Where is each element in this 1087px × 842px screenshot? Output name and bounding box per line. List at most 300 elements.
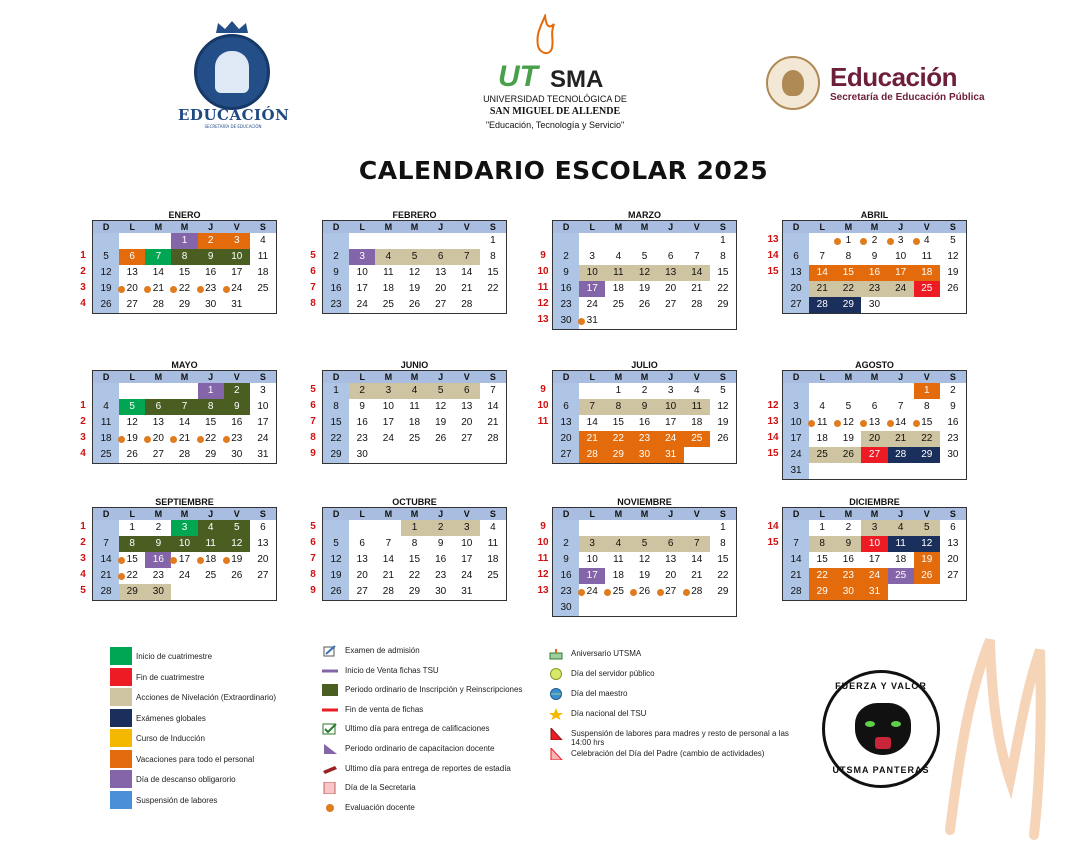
day-cell: 26: [323, 584, 349, 600]
weekday-label: V: [463, 509, 470, 519]
weekday-label: S: [949, 509, 956, 519]
week-number: 5: [80, 585, 86, 596]
day-cell: 31: [461, 586, 473, 597]
day-cell: [658, 313, 684, 329]
weekday-label: L: [359, 222, 365, 232]
day-cell: 11: [257, 251, 269, 262]
day-cell: 5: [845, 401, 852, 412]
week-row: [323, 399, 506, 415]
week-number: 11: [537, 416, 549, 427]
day-cell: 12: [126, 417, 138, 428]
day-cell: 2: [553, 536, 579, 552]
day-cell: 5: [323, 536, 349, 552]
weekday-label: M: [640, 222, 649, 232]
day-cell: 17: [382, 417, 394, 428]
day-cell: 28: [888, 447, 914, 463]
weekday-label: M: [640, 509, 649, 519]
week-number: 5: [310, 384, 316, 395]
day-cell: 15: [323, 415, 349, 431]
weekday-label: D: [562, 372, 570, 382]
day-cell: 4: [605, 536, 631, 552]
month-grid: [92, 507, 277, 601]
day-cell: 19: [717, 417, 729, 428]
weekday-label: V: [693, 222, 700, 232]
day-cell: 11: [921, 251, 932, 262]
month-title: NOVIEMBRE: [617, 497, 672, 507]
day-cell: [631, 233, 657, 249]
day-cell: 28: [487, 433, 499, 444]
week-row: [553, 399, 736, 415]
day-cell: 23: [356, 433, 368, 444]
day-cell: 10: [461, 538, 473, 549]
day-cell: 21: [382, 570, 394, 581]
week-row: [783, 584, 966, 600]
day-cell: 18: [487, 554, 499, 565]
weekday-label: L: [819, 509, 825, 519]
day-cell: 2: [349, 383, 375, 399]
day-cell: 19: [947, 267, 959, 278]
week-number: 6: [310, 266, 316, 277]
weekday-label: S: [259, 372, 266, 382]
day-cell: 24: [783, 447, 809, 463]
week-number: 2: [80, 537, 86, 548]
day-cell: 14: [487, 401, 499, 412]
week-row: [93, 431, 276, 447]
day-cell: 1: [323, 383, 349, 399]
day-cell: 10: [579, 265, 605, 281]
guanajuato-education-logo: [178, 20, 288, 130]
legend-label: Ultimo día para entrega de reportes de estadía: [345, 763, 511, 773]
day-cell: [684, 233, 710, 249]
day-cell: 19: [224, 552, 250, 568]
day-cell: 16: [553, 281, 579, 297]
day-cell: [171, 383, 197, 399]
day-cell: [658, 233, 684, 249]
day-cell: 28: [382, 586, 394, 597]
day-cell: 17: [579, 281, 605, 297]
day-cell: 24: [861, 568, 887, 584]
day-cell: 26: [231, 570, 243, 581]
week-number: 1: [80, 400, 86, 411]
week-number: 12: [537, 298, 549, 309]
day-cell: 5: [428, 383, 454, 399]
day-cell: 13: [783, 265, 809, 281]
day-cell: 5: [401, 249, 427, 265]
day-cell: 7: [897, 401, 904, 412]
day-cell: [250, 297, 276, 313]
day-cell: [428, 233, 454, 249]
day-cell: 18: [93, 431, 119, 447]
day-cell: 21: [809, 281, 835, 297]
globe-icon: [548, 688, 564, 700]
legend-label: Inicio de Venta fichas TSU: [345, 665, 439, 675]
day-cell: [480, 584, 506, 600]
day-cell: 20: [665, 283, 677, 294]
day-cell: 7: [454, 249, 480, 265]
day-cell: [809, 383, 835, 399]
panther-mascot-logo: [822, 670, 940, 788]
week-number: 4: [80, 448, 86, 459]
flame-icon: [532, 14, 558, 60]
week-row: [93, 584, 276, 600]
day-cell: 20: [145, 431, 171, 447]
day-cell: 20: [461, 417, 473, 428]
weekday-label: S: [259, 509, 266, 519]
week-number: 10: [537, 537, 549, 548]
day-cell: 27: [461, 433, 473, 444]
weekday-label: V: [233, 372, 240, 382]
day-cell: 27: [435, 299, 447, 310]
weekday-label: J: [668, 222, 674, 232]
day-cell: 23: [947, 433, 959, 444]
day-cell: [579, 600, 605, 616]
week-row: [553, 600, 736, 616]
day-cell: 16: [638, 417, 651, 428]
legend-swatch: [110, 668, 132, 686]
day-cell: 29: [119, 584, 145, 600]
day-cell: 25: [408, 433, 421, 444]
day-cell: [579, 520, 605, 536]
legend-label: Fin de cuatrimestre: [136, 672, 205, 682]
day-cell: 27: [665, 299, 677, 310]
day-cell: 23: [553, 297, 579, 313]
week-number: 9: [540, 384, 546, 395]
day-cell: 26: [435, 433, 447, 444]
week-row: [553, 383, 736, 399]
weekday-label: V: [693, 509, 700, 519]
pencil-paper-icon: [322, 645, 338, 657]
weekday-header: [553, 221, 736, 233]
weekday-header: [323, 221, 506, 233]
day-cell: 21: [691, 283, 703, 294]
week-number: 6: [310, 537, 316, 548]
day-cell: 10: [382, 401, 394, 412]
panther-eye-icon: [865, 721, 875, 727]
day-cell: 31: [861, 584, 887, 600]
day-cell: 7: [490, 385, 496, 396]
week-number: 4: [80, 569, 86, 580]
day-cell: 15: [178, 267, 191, 278]
week-number: 7: [310, 416, 316, 427]
day-cell: 22: [605, 431, 631, 447]
week-row: [783, 447, 966, 463]
day-cell: 27: [356, 586, 368, 597]
day-cell: 16: [205, 267, 217, 278]
day-cell: 27: [861, 447, 887, 463]
day-cell: 16: [231, 417, 243, 428]
week-row: [93, 383, 276, 399]
weekday-label: M: [180, 372, 189, 382]
legend-swatch: [110, 709, 132, 727]
weekday-label: M: [154, 372, 163, 382]
week-row: [323, 536, 506, 552]
week-row: [93, 415, 276, 431]
day-cell: 17: [868, 554, 881, 565]
day-cell: 1: [720, 522, 726, 533]
day-cell: 11: [198, 536, 224, 552]
week-number: 15: [767, 266, 779, 277]
day-cell: 10: [171, 536, 197, 552]
weekday-label: M: [384, 222, 393, 232]
weekday-label: M: [410, 222, 419, 232]
day-cell: 29: [914, 447, 940, 463]
day-cell: 9: [323, 265, 349, 281]
day-cell: 4: [490, 522, 496, 533]
day-cell: 23: [323, 297, 349, 313]
month-title: OCTUBRE: [392, 497, 437, 507]
day-cell: 13: [257, 538, 269, 549]
day-cell: 25: [382, 299, 394, 310]
day-cell: 18: [612, 283, 624, 294]
day-cell: 2: [155, 522, 162, 533]
day-cell: 10: [861, 536, 887, 552]
day-cell: [658, 600, 684, 616]
week-row: [323, 520, 506, 536]
week-number: 5: [310, 250, 316, 261]
day-cell: 12: [914, 536, 940, 552]
day-cell: 30: [631, 447, 657, 463]
day-cell: [940, 584, 966, 600]
day-cell: [323, 233, 349, 249]
week-number: 7: [310, 553, 316, 564]
day-cell: 9: [553, 265, 579, 281]
day-cell: 14: [382, 554, 394, 565]
day-cell: 24: [461, 570, 473, 581]
month-title: DICIEMBRE: [849, 497, 900, 507]
day-cell: [684, 520, 710, 536]
star-icon: [548, 708, 564, 720]
day-cell: 5: [720, 385, 726, 396]
right-logo-subtitle: Secretaría de Educación Pública: [830, 92, 985, 103]
day-cell: 1: [129, 522, 135, 533]
day-cell: 9: [224, 399, 250, 415]
week-row: [783, 520, 966, 536]
weekday-label: M: [410, 509, 419, 519]
day-cell: 7: [145, 249, 171, 265]
day-cell: 10: [356, 267, 368, 278]
weekday-label: D: [792, 372, 800, 382]
day-cell: 8: [845, 251, 852, 262]
day-cell: 1: [171, 233, 197, 249]
month-title: ENERO: [168, 210, 201, 220]
day-cell: [605, 520, 631, 536]
weekday-label: J: [438, 222, 444, 232]
day-cell: 25: [605, 584, 631, 600]
day-cell: 6: [950, 522, 956, 533]
day-cell: 5: [93, 249, 119, 265]
legend-label: Suspensión de labores para madres y resto de personal a las 14:00 hrs: [571, 729, 789, 747]
day-cell: 31: [783, 463, 809, 479]
weekday-label: V: [233, 509, 240, 519]
month-grid: [782, 370, 967, 480]
day-cell: 28: [93, 584, 119, 600]
day-cell: 25: [888, 568, 914, 584]
day-cell: 1: [835, 233, 861, 249]
pink-note-icon: [322, 782, 338, 794]
day-cell: 24: [224, 281, 250, 297]
day-cell: 12: [947, 251, 959, 262]
weekday-label: V: [923, 509, 930, 519]
weekday-label: M: [154, 509, 163, 519]
day-cell: 26: [93, 297, 119, 313]
day-cell: [145, 233, 171, 249]
day-cell: [783, 383, 809, 399]
day-cell: 16: [323, 281, 349, 297]
day-cell: [940, 297, 966, 313]
day-cell: 16: [145, 552, 171, 568]
day-cell: 22: [717, 570, 729, 581]
day-cell: 8: [605, 399, 631, 415]
day-cell: 17: [888, 265, 914, 281]
day-cell: 11: [613, 554, 624, 565]
day-cell: [684, 600, 710, 616]
legend-label: Curso de Inducción: [136, 734, 205, 743]
day-cell: 2: [224, 383, 250, 399]
week-row: [93, 568, 276, 584]
day-cell: 8: [720, 538, 726, 549]
day-cell: 6: [871, 401, 878, 412]
day-cell: 18: [257, 267, 269, 278]
legend-label: Aniversario UTSMA: [571, 649, 642, 658]
week-row: [93, 536, 276, 552]
day-cell: 15: [205, 417, 217, 428]
day-cell: [401, 447, 427, 463]
day-cell: 7: [783, 536, 809, 552]
week-number: 10: [537, 400, 549, 411]
day-cell: [710, 447, 736, 463]
day-cell: 23: [152, 570, 164, 581]
book-icon: [322, 763, 338, 775]
week-number: 3: [80, 282, 86, 293]
day-cell: 9: [631, 399, 657, 415]
day-cell: [861, 463, 887, 479]
day-cell: 8: [323, 399, 349, 415]
day-cell: 2: [553, 249, 579, 265]
weekday-label: M: [180, 509, 189, 519]
day-cell: 13: [435, 267, 447, 278]
day-cell: 15: [119, 552, 145, 568]
week-number: 3: [80, 553, 86, 564]
week-row: [93, 552, 276, 568]
day-cell: 1: [198, 383, 224, 399]
day-cell: 3: [375, 383, 401, 399]
day-cell: 3: [171, 520, 197, 536]
week-number: 10: [537, 266, 549, 277]
day-cell: [809, 463, 835, 479]
weekday-header: [553, 508, 736, 520]
day-cell: 11: [888, 536, 914, 552]
weekday-label: D: [562, 509, 570, 519]
weekday-label: V: [463, 222, 470, 232]
day-cell: 11: [605, 265, 631, 281]
day-cell: 9: [359, 401, 365, 412]
weekday-label: J: [208, 222, 214, 232]
weekday-label: S: [719, 372, 726, 382]
day-cell: 29: [605, 447, 631, 463]
day-cell: 30: [553, 600, 579, 616]
legend-label: Día de descanso obligarorio: [136, 775, 236, 784]
day-cell: 7: [684, 536, 710, 552]
day-cell: 13: [126, 267, 138, 278]
week-number: 8: [310, 569, 316, 580]
week-row: [93, 281, 276, 297]
day-cell: [553, 383, 579, 399]
day-cell: 25: [487, 570, 499, 581]
day-cell: 3: [349, 249, 375, 265]
day-cell: 21: [579, 431, 605, 447]
day-cell: 14: [461, 267, 473, 278]
week-number: 13: [537, 585, 549, 596]
day-cell: 19: [638, 570, 651, 581]
weekday-label: S: [489, 372, 496, 382]
day-cell: 21: [783, 568, 809, 584]
weekday-label: L: [129, 372, 135, 382]
day-cell: [579, 383, 605, 399]
week-row: [553, 568, 736, 584]
right-logo-name: Educación: [830, 62, 957, 92]
day-cell: [93, 520, 119, 536]
day-cell: 26: [126, 449, 138, 460]
day-cell: 29: [809, 584, 835, 600]
day-cell: 27: [658, 584, 684, 600]
day-cell: 17: [579, 568, 605, 584]
legend-swatch: [110, 647, 132, 665]
day-cell: 30: [231, 449, 243, 460]
day-cell: 19: [914, 552, 940, 568]
day-cell: 23: [224, 431, 250, 447]
day-cell: 23: [835, 568, 861, 584]
legend-swatch: [110, 791, 132, 809]
day-cell: 6: [260, 522, 266, 533]
legend-label: Día del servidor público: [571, 669, 655, 678]
weekday-label: M: [844, 222, 853, 232]
day-cell: 8: [411, 538, 418, 549]
weekday-label: M: [180, 222, 189, 232]
day-cell: 26: [408, 299, 421, 310]
day-cell: 9: [437, 538, 444, 549]
week-number: 9: [540, 250, 546, 261]
weekday-label: L: [589, 372, 595, 382]
day-cell: 20: [665, 570, 677, 581]
month-title: FEBRERO: [392, 210, 437, 220]
day-cell: 3: [454, 520, 480, 536]
day-cell: 26: [914, 568, 940, 584]
day-cell: 8: [720, 251, 726, 262]
week-row: [783, 568, 966, 584]
day-cell: 6: [119, 249, 145, 265]
day-cell: 6: [359, 538, 365, 549]
day-cell: [605, 313, 631, 329]
page-title: CALENDARIO ESCOLAR 2025: [358, 156, 769, 185]
day-cell: [783, 520, 809, 536]
legend-label: Inicio de cuatrimestre: [136, 652, 213, 661]
day-cell: 14: [691, 554, 703, 565]
day-cell: 3: [861, 520, 887, 536]
day-cell: [914, 297, 940, 313]
day-cell: 20: [783, 281, 809, 297]
day-cell: 21: [145, 281, 171, 297]
weekday-label: L: [359, 509, 365, 519]
week-row: [323, 281, 506, 297]
weekday-label: V: [233, 222, 240, 232]
day-cell: 26: [835, 447, 861, 463]
panther-eye-icon: [891, 721, 901, 727]
legend-label: Acciones de Nivelación (Extraordinario): [136, 693, 277, 702]
weekday-label: D: [792, 222, 800, 232]
day-cell: 21: [461, 283, 473, 294]
week-number: 6: [310, 400, 316, 411]
day-cell: 20: [356, 570, 368, 581]
